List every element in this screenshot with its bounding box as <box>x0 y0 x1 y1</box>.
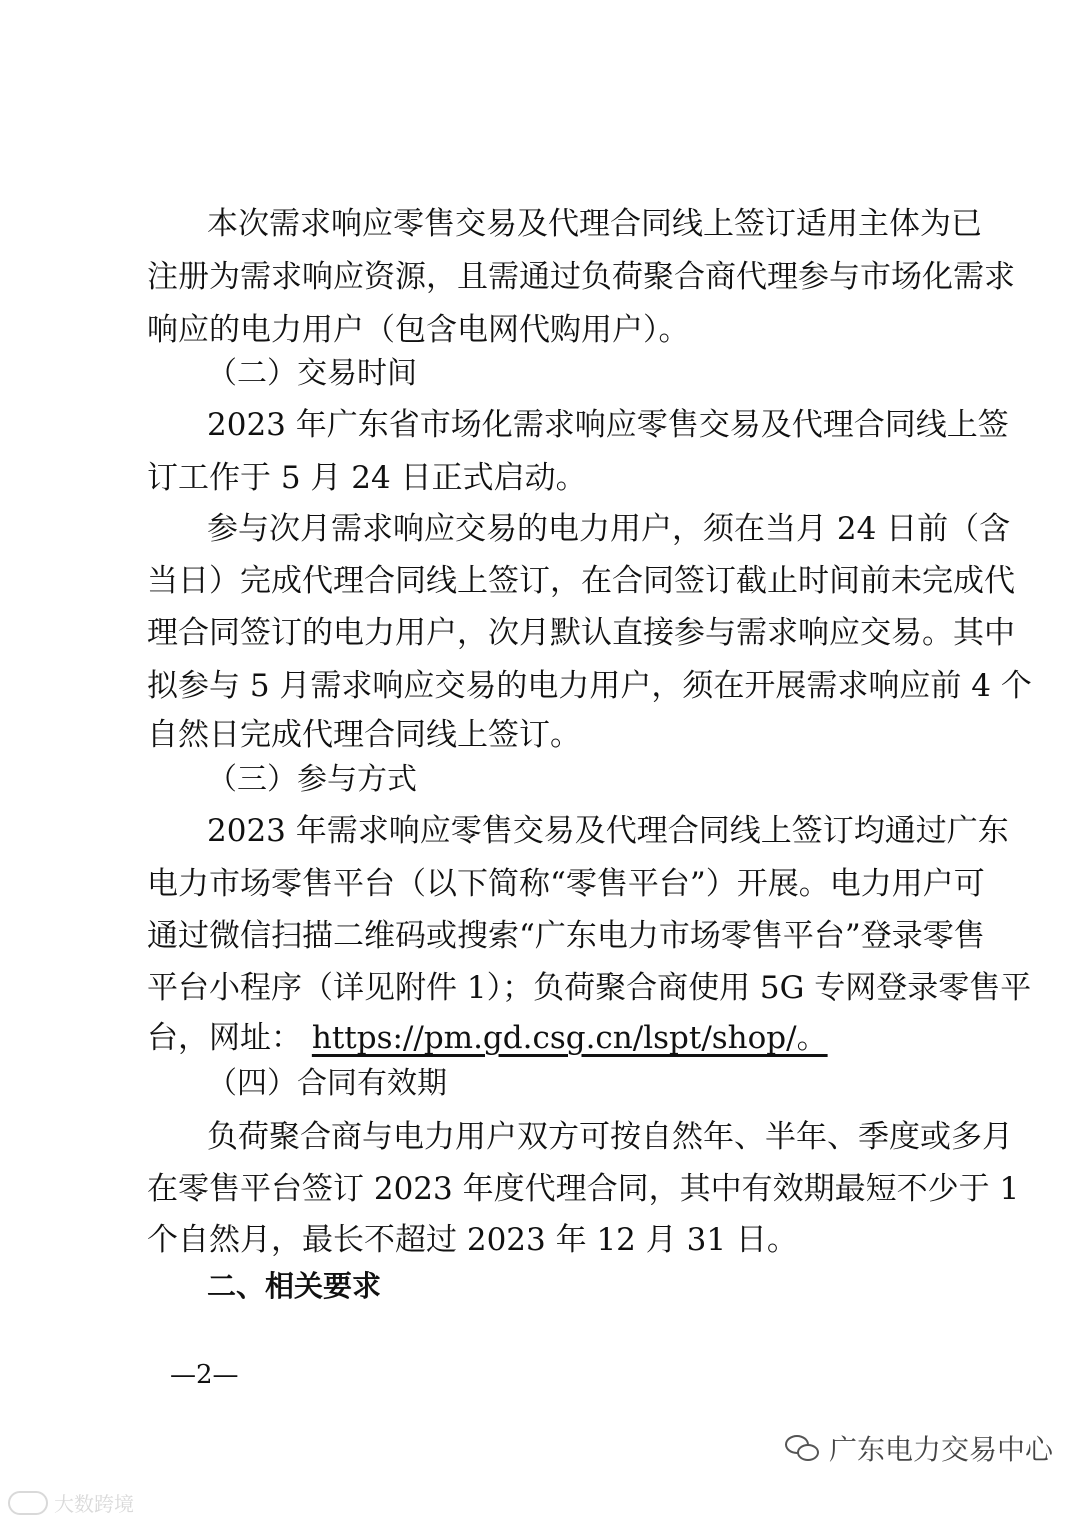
paragraph-line: 电力市场零售平台（以下简称“零售平台”）开展。电力用户可 <box>147 866 985 902</box>
paragraph-line: 响应的电力用户（包含电网代购用户）。 <box>147 312 690 348</box>
paragraph-line: 本次需求响应零售交易及代理合同线上签订适用主体为已 <box>207 206 982 242</box>
paragraph-line: 2023 年需求响应零售交易及代理合同线上签订均通过广东 <box>207 813 1009 849</box>
retail-platform-url[interactable]: https://pm.gd.csg.cn/lspt/shop/。 <box>311 1020 828 1056</box>
paragraph-line: 个自然月，最长不超过 2023 年 12 月 31 日。 <box>147 1222 798 1258</box>
section-heading-time: （二）交易时间 <box>207 356 417 391</box>
paragraph-line: 注册为需求响应资源，且需通过负荷聚合商代理参与市场化需求 <box>147 259 1015 295</box>
paragraph-line: 订工作于 5 月 24 日正式启动。 <box>147 460 587 496</box>
paragraph-line: 在零售平台签订 2023 年度代理合同，其中有效期最短不少于 1 <box>147 1171 1020 1207</box>
section-heading-validity: （四）合同有效期 <box>207 1066 447 1101</box>
wechat-icon <box>785 1433 821 1463</box>
paragraph-line: 理合同签订的电力用户，次月默认直接参与需求响应交易。其中 <box>147 615 1015 651</box>
watermark-brand-text: 大数跨境 <box>54 1492 134 1516</box>
paragraph-line: 拟参与 5 月需求响应交易的电力用户，须在开展需求响应前 4 个 <box>147 668 1032 704</box>
watermark-source <box>785 1428 1053 1468</box>
paragraph-line: 通过微信扫描二维码或搜索“广东电力市场零售平台”登录零售 <box>147 918 985 954</box>
paragraph-line: 自然日完成代理合同线上签订。 <box>147 717 581 753</box>
section-heading-requirements: 二、相关要求 <box>207 1269 382 1303</box>
paragraph-line: 参与次月需求响应交易的电力用户，须在当月 24 日前（含 <box>207 511 1011 547</box>
watermark-source-text: 广东电力交易中心 <box>829 1433 1054 1466</box>
paragraph-line: 当日）完成代理合同线上签订，在合同签订截止时间前未完成代 <box>147 563 1015 599</box>
section-heading-method: （三）参与方式 <box>207 762 417 797</box>
page-number: —2— <box>170 1360 239 1390</box>
paragraph-line: 负荷聚合商与电力用户双方可按自然年、半年、季度或多月 <box>207 1119 1013 1155</box>
logo-icon <box>8 1491 48 1515</box>
paragraph-line <box>147 1018 947 1058</box>
watermark-brand <box>8 1488 134 1517</box>
url-prefix: 台，网址： <box>147 1020 302 1056</box>
paragraph-line: 平台小程序（详见附件 1）；负荷聚合商使用 5G 专网登录零售平 <box>147 970 1032 1006</box>
paragraph-line: 2023 年广东省市场化需求响应零售交易及代理合同线上签 <box>207 407 1009 443</box>
